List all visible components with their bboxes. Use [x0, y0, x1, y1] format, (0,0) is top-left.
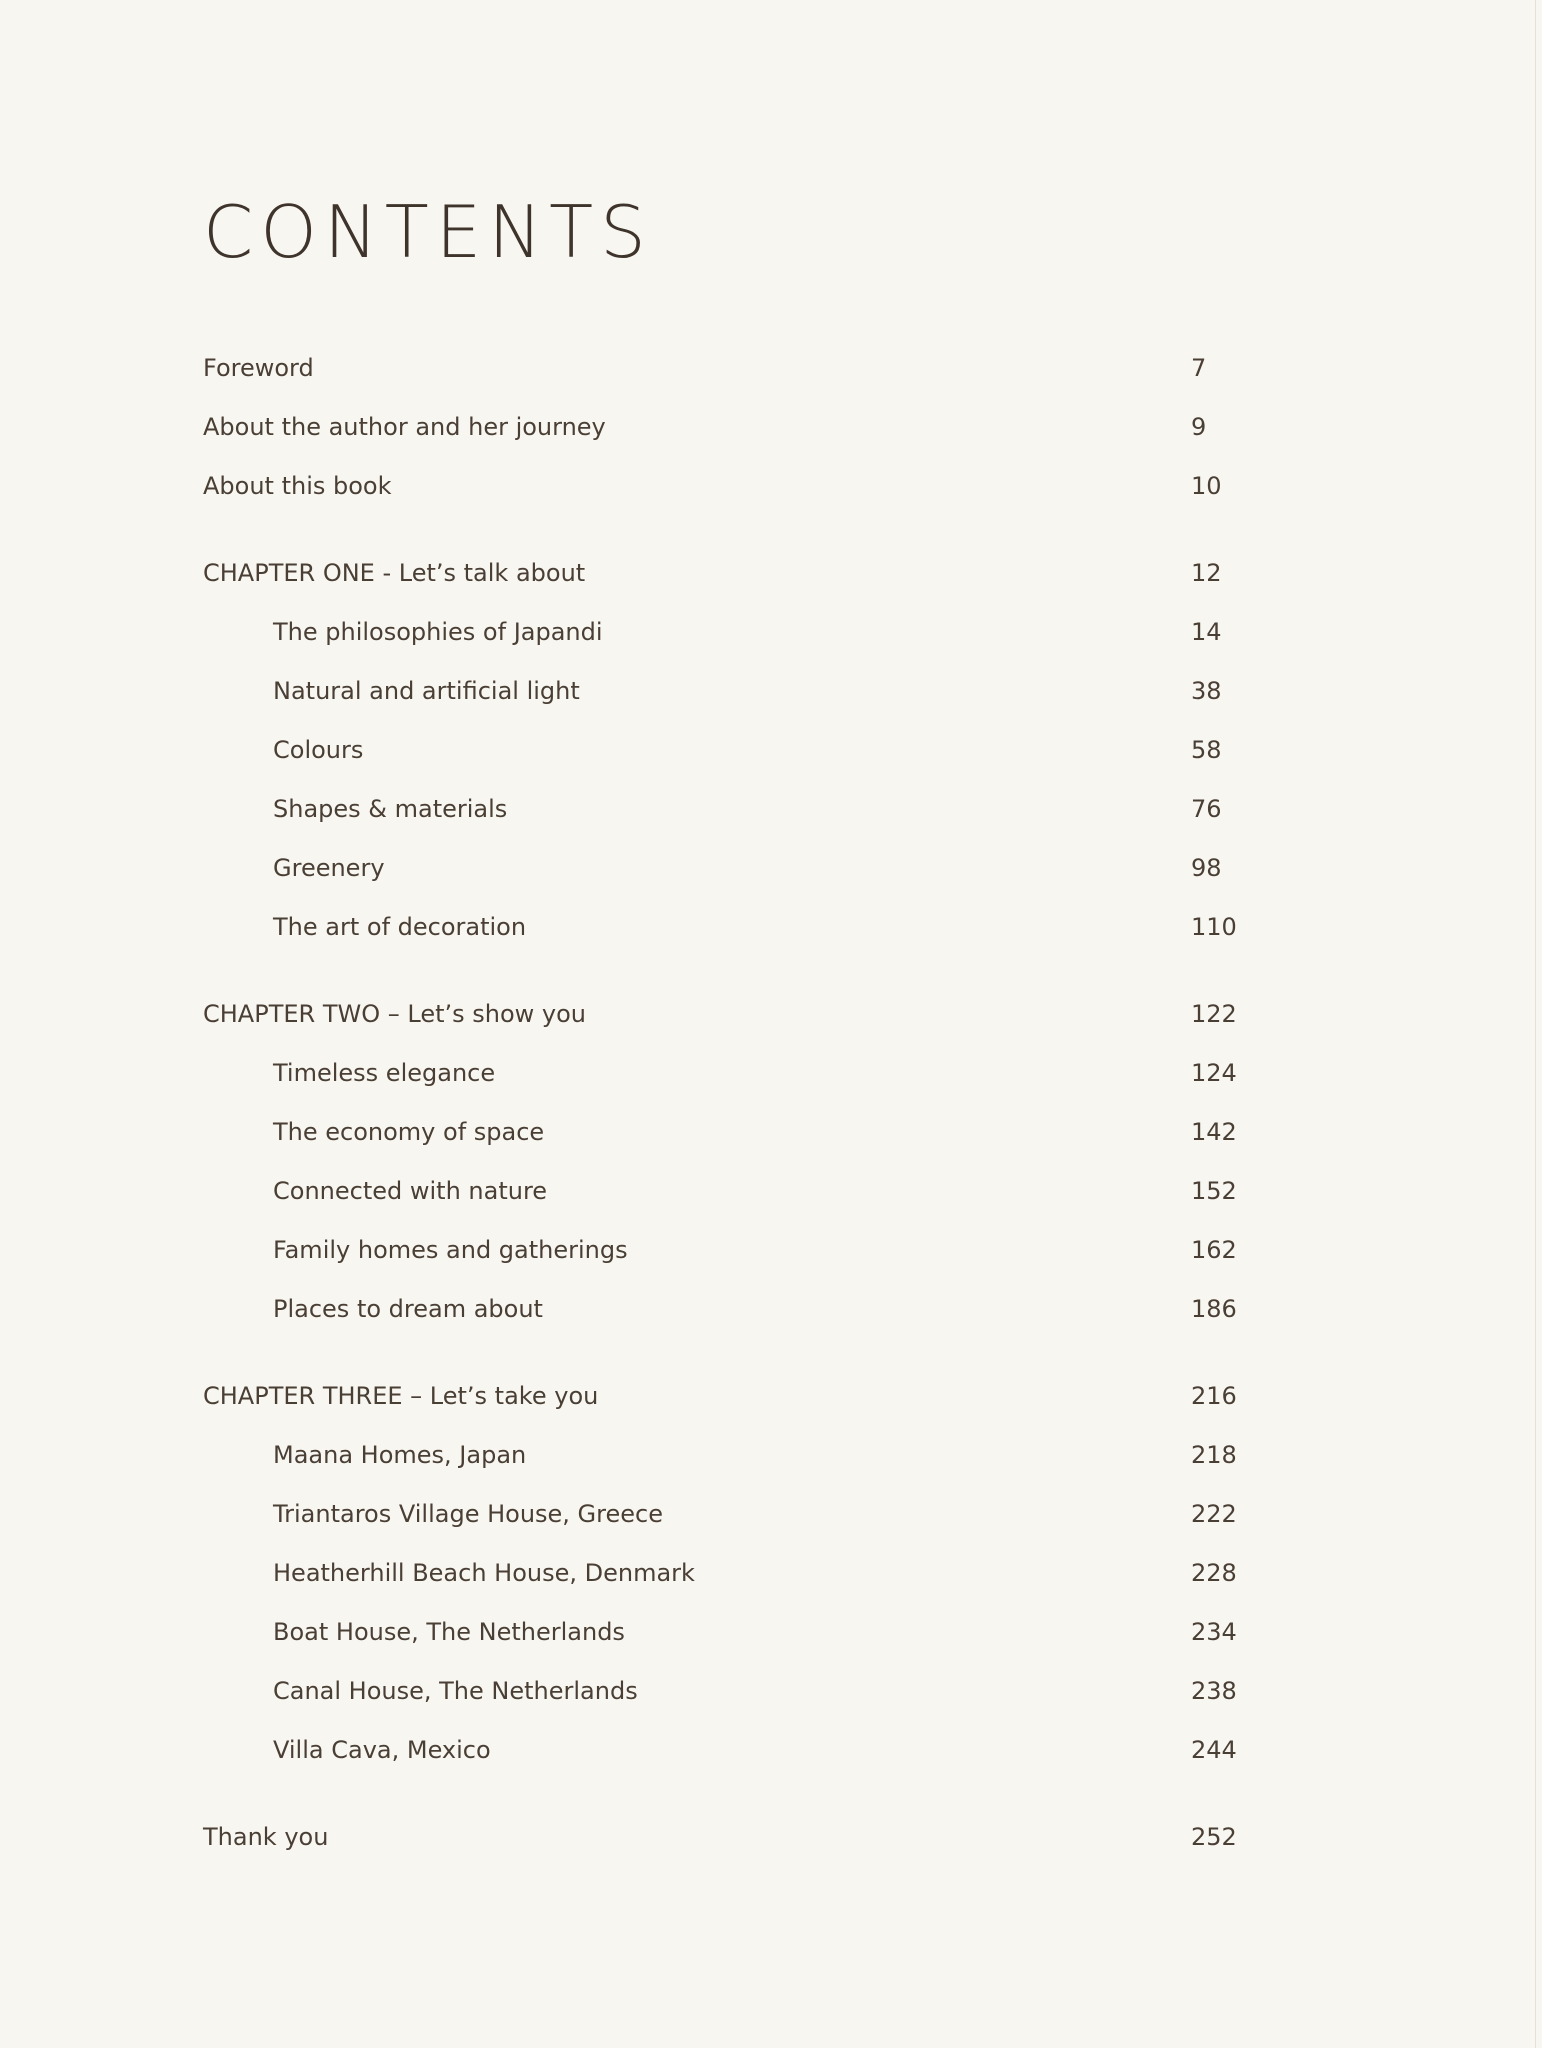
- toc-entry-label: Greenery: [273, 854, 385, 882]
- toc-entry-label: Family homes and gatherings: [273, 1236, 628, 1264]
- toc-entry-label: About the author and her journey: [203, 413, 606, 441]
- toc-entry-page-number: 14: [1191, 618, 1222, 646]
- toc-subentry[interactable]: [203, 612, 1233, 652]
- toc-entry-page-number: 238: [1191, 1677, 1237, 1705]
- toc-entry-label: Places to dream about: [273, 1295, 543, 1323]
- toc-entry-label: Maana Homes, Japan: [273, 1441, 527, 1469]
- toc-entry-page-number: 10: [1191, 472, 1222, 500]
- toc-entry-label: Shapes & materials: [273, 795, 508, 823]
- toc-entry-page-number: 228: [1191, 1559, 1237, 1587]
- toc-entry-page-number: 186: [1191, 1295, 1237, 1323]
- toc-entry-label: Thank you: [203, 1823, 329, 1851]
- toc-entry-page-number: 9: [1191, 413, 1207, 441]
- toc-entry-page-number: 162: [1191, 1236, 1237, 1264]
- toc-entry-label: Natural and artificial light: [273, 677, 580, 705]
- toc-subentry[interactable]: [203, 1612, 1237, 1652]
- toc-entry-foreword[interactable]: [203, 348, 1233, 388]
- toc-entry-label: Triantaros Village House, Greece: [273, 1500, 663, 1528]
- toc-subentry[interactable]: [203, 1053, 1237, 1093]
- toc-entry-page-number: 252: [1191, 1823, 1237, 1851]
- toc-entry-label: Boat House, The Netherlands: [273, 1618, 625, 1646]
- toc-chapter-label: CHAPTER THREE – Let’s take you: [203, 1382, 599, 1410]
- toc-entry-page-number: 152: [1191, 1177, 1237, 1205]
- toc-subentry[interactable]: [203, 1171, 1237, 1211]
- toc-entry-page-number: 234: [1191, 1618, 1237, 1646]
- toc-subentry[interactable]: [203, 1112, 1237, 1152]
- toc-entry-label: Colours: [273, 736, 364, 764]
- toc-chapter-three[interactable]: [203, 1376, 1237, 1416]
- toc-entry-page-number: 110: [1191, 913, 1237, 941]
- toc-entry-page-number: 76: [1191, 795, 1222, 823]
- toc-entry-label: The economy of space: [273, 1118, 545, 1146]
- toc-subentry[interactable]: [203, 730, 1233, 770]
- toc-entry-about-book[interactable]: [203, 466, 1233, 506]
- toc-entry-page-number: 12: [1191, 559, 1222, 587]
- toc-entry-label: Timeless elegance: [273, 1059, 496, 1087]
- toc-entry-label: About this book: [203, 472, 392, 500]
- toc-entry-page-number: 98: [1191, 854, 1222, 882]
- toc-entry-page-number: 7: [1191, 354, 1207, 382]
- toc-subentry[interactable]: [203, 1671, 1237, 1711]
- toc-entry-about-author[interactable]: [203, 407, 1233, 447]
- toc-entry-label: Heatherhill Beach House, Denmark: [273, 1559, 695, 1587]
- toc-entry-page-number: 244: [1191, 1736, 1237, 1764]
- toc-entry-page-number: 122: [1191, 1000, 1237, 1028]
- toc-subentry[interactable]: [203, 1289, 1237, 1329]
- toc-subentry[interactable]: [203, 907, 1237, 947]
- toc-entry-page-number: 124: [1191, 1059, 1237, 1087]
- toc-entry-page-number: 222: [1191, 1500, 1237, 1528]
- toc-subentry[interactable]: [203, 1553, 1237, 1593]
- toc-entry-page-number: 218: [1191, 1441, 1237, 1469]
- toc-chapter-two[interactable]: [203, 994, 1237, 1034]
- toc-subentry[interactable]: [203, 1730, 1237, 1770]
- toc-subentry[interactable]: [203, 1230, 1237, 1270]
- toc-entry-label: The art of decoration: [273, 913, 527, 941]
- toc-entry-label: Foreword: [203, 354, 314, 382]
- toc-entry-label: Canal House, The Netherlands: [273, 1677, 638, 1705]
- toc-chapter-one[interactable]: [203, 553, 1233, 593]
- page-title: CONTENTS: [203, 190, 653, 274]
- toc-entry-page-number: 142: [1191, 1118, 1237, 1146]
- toc-subentry[interactable]: [203, 1435, 1237, 1475]
- toc-subentry[interactable]: [203, 848, 1233, 888]
- toc-chapter-label: CHAPTER TWO – Let’s show you: [203, 1000, 587, 1028]
- toc-subentry[interactable]: [203, 1494, 1237, 1534]
- toc-entry-page-number: 38: [1191, 677, 1222, 705]
- toc-entry-label: Villa Cava, Mexico: [273, 1736, 491, 1764]
- toc-chapter-label: CHAPTER ONE - Let’s talk about: [203, 559, 586, 587]
- toc-entry-thank-you[interactable]: [203, 1817, 1237, 1857]
- toc-entry-label: The philosophies of Japandi: [273, 618, 603, 646]
- toc-subentry[interactable]: [203, 789, 1233, 829]
- toc-entry-page-number: 58: [1191, 736, 1222, 764]
- toc-entry-label: Connected with nature: [273, 1177, 548, 1205]
- toc-subentry[interactable]: [203, 671, 1233, 711]
- toc-entry-page-number: 216: [1191, 1382, 1237, 1410]
